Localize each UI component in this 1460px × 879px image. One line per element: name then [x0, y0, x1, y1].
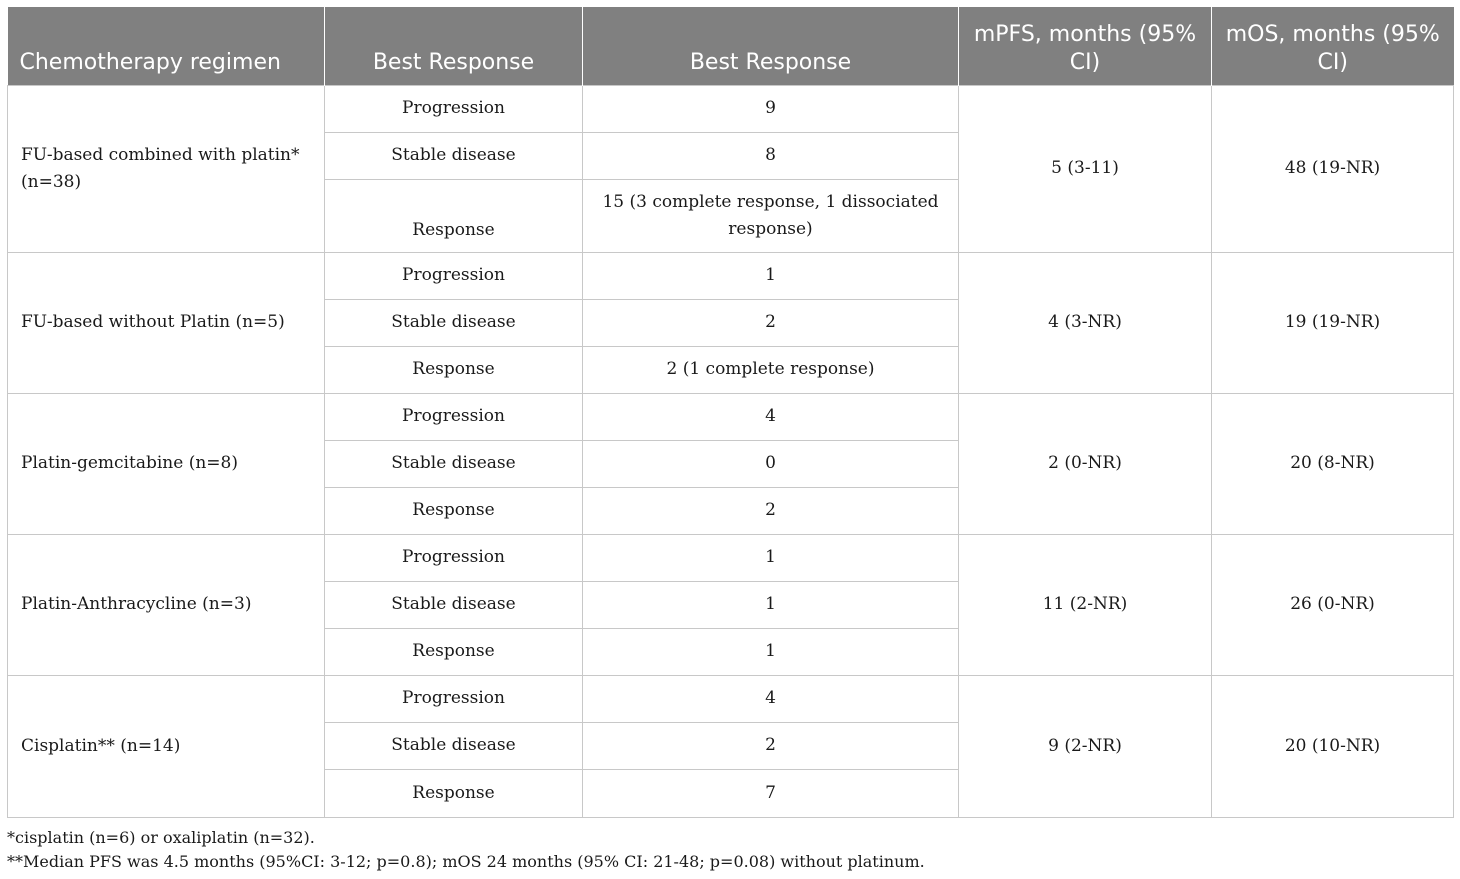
response-label: Progression	[325, 675, 583, 722]
response-value: 4	[583, 393, 959, 440]
response-label: Response	[325, 346, 583, 393]
regimen-cell: Cisplatin** (n=14)	[8, 675, 325, 817]
response-value: 1	[583, 534, 959, 581]
response-label: Response	[325, 179, 583, 252]
response-label: Stable disease	[325, 722, 583, 769]
mos-cell: 26 (0-NR)	[1212, 534, 1454, 675]
mpfs-cell: 11 (2-NR)	[959, 534, 1212, 675]
mos-cell: 19 (19-NR)	[1212, 252, 1454, 393]
mpfs-cell: 4 (3-NR)	[959, 252, 1212, 393]
response-label: Response	[325, 628, 583, 675]
response-value: 15 (3 complete response, 1 dissociated response)	[583, 179, 959, 252]
response-value: 7	[583, 769, 959, 817]
response-label: Stable disease	[325, 132, 583, 179]
mos-cell: 20 (8-NR)	[1212, 393, 1454, 534]
regimen-cell: FU-based combined with platin* (n=38)	[8, 85, 325, 252]
response-value: 2	[583, 722, 959, 769]
response-label: Stable disease	[325, 581, 583, 628]
header-mpfs: mPFS, months (95% CI)	[959, 7, 1212, 85]
regimen-cell: Platin-Anthracycline (n=3)	[8, 534, 325, 675]
footnote-1: *cisplatin (n=6) or oxaliplatin (n=32).	[7, 828, 315, 847]
response-label: Progression	[325, 252, 583, 299]
table-row	[8, 534, 1454, 581]
mos-cell: 48 (19-NR)	[1212, 85, 1454, 252]
response-label: Stable disease	[325, 299, 583, 346]
response-value: 4	[583, 675, 959, 722]
response-value: 1	[583, 581, 959, 628]
table-body	[8, 85, 1454, 817]
header-best-response: Best Response	[325, 7, 583, 85]
response-label: Progression	[325, 393, 583, 440]
response-label: Response	[325, 769, 583, 817]
header-mos: mOS, months (95% CI)	[1212, 7, 1454, 85]
response-value: 2 (1 complete response)	[583, 346, 959, 393]
table-footnotes	[7, 826, 925, 874]
response-value: 1	[583, 252, 959, 299]
table-row	[8, 675, 1454, 722]
results-table-container	[7, 7, 1453, 818]
response-value: 0	[583, 440, 959, 487]
header-best-response-value: Best Response	[583, 7, 959, 85]
mos-cell: 20 (10-NR)	[1212, 675, 1454, 817]
mpfs-cell: 9 (2-NR)	[959, 675, 1212, 817]
response-value: 2	[583, 299, 959, 346]
regimen-cell: Platin-gemcitabine (n=8)	[8, 393, 325, 534]
response-label: Progression	[325, 534, 583, 581]
footnote-2: **Median PFS was 4.5 months (95%CI: 3-12; p=0.8); mOS 24 months (95% CI: 21-48; p=0.08) without platinum.	[7, 852, 925, 871]
response-value: 8	[583, 132, 959, 179]
response-value: 2	[583, 487, 959, 534]
response-label: Stable disease	[325, 440, 583, 487]
response-label: Progression	[325, 85, 583, 132]
table-row	[8, 252, 1454, 299]
table-header	[8, 7, 1454, 85]
mpfs-cell: 2 (0-NR)	[959, 393, 1212, 534]
header-regimen: Chemotherapy regimen	[8, 7, 325, 85]
chemotherapy-results-table	[7, 7, 1454, 818]
response-value: 9	[583, 85, 959, 132]
mpfs-cell: 5 (3-11)	[959, 85, 1212, 252]
response-label: Response	[325, 487, 583, 534]
table-row	[8, 85, 1454, 132]
table-row	[8, 393, 1454, 440]
regimen-cell: FU-based without Platin (n=5)	[8, 252, 325, 393]
response-value: 1	[583, 628, 959, 675]
